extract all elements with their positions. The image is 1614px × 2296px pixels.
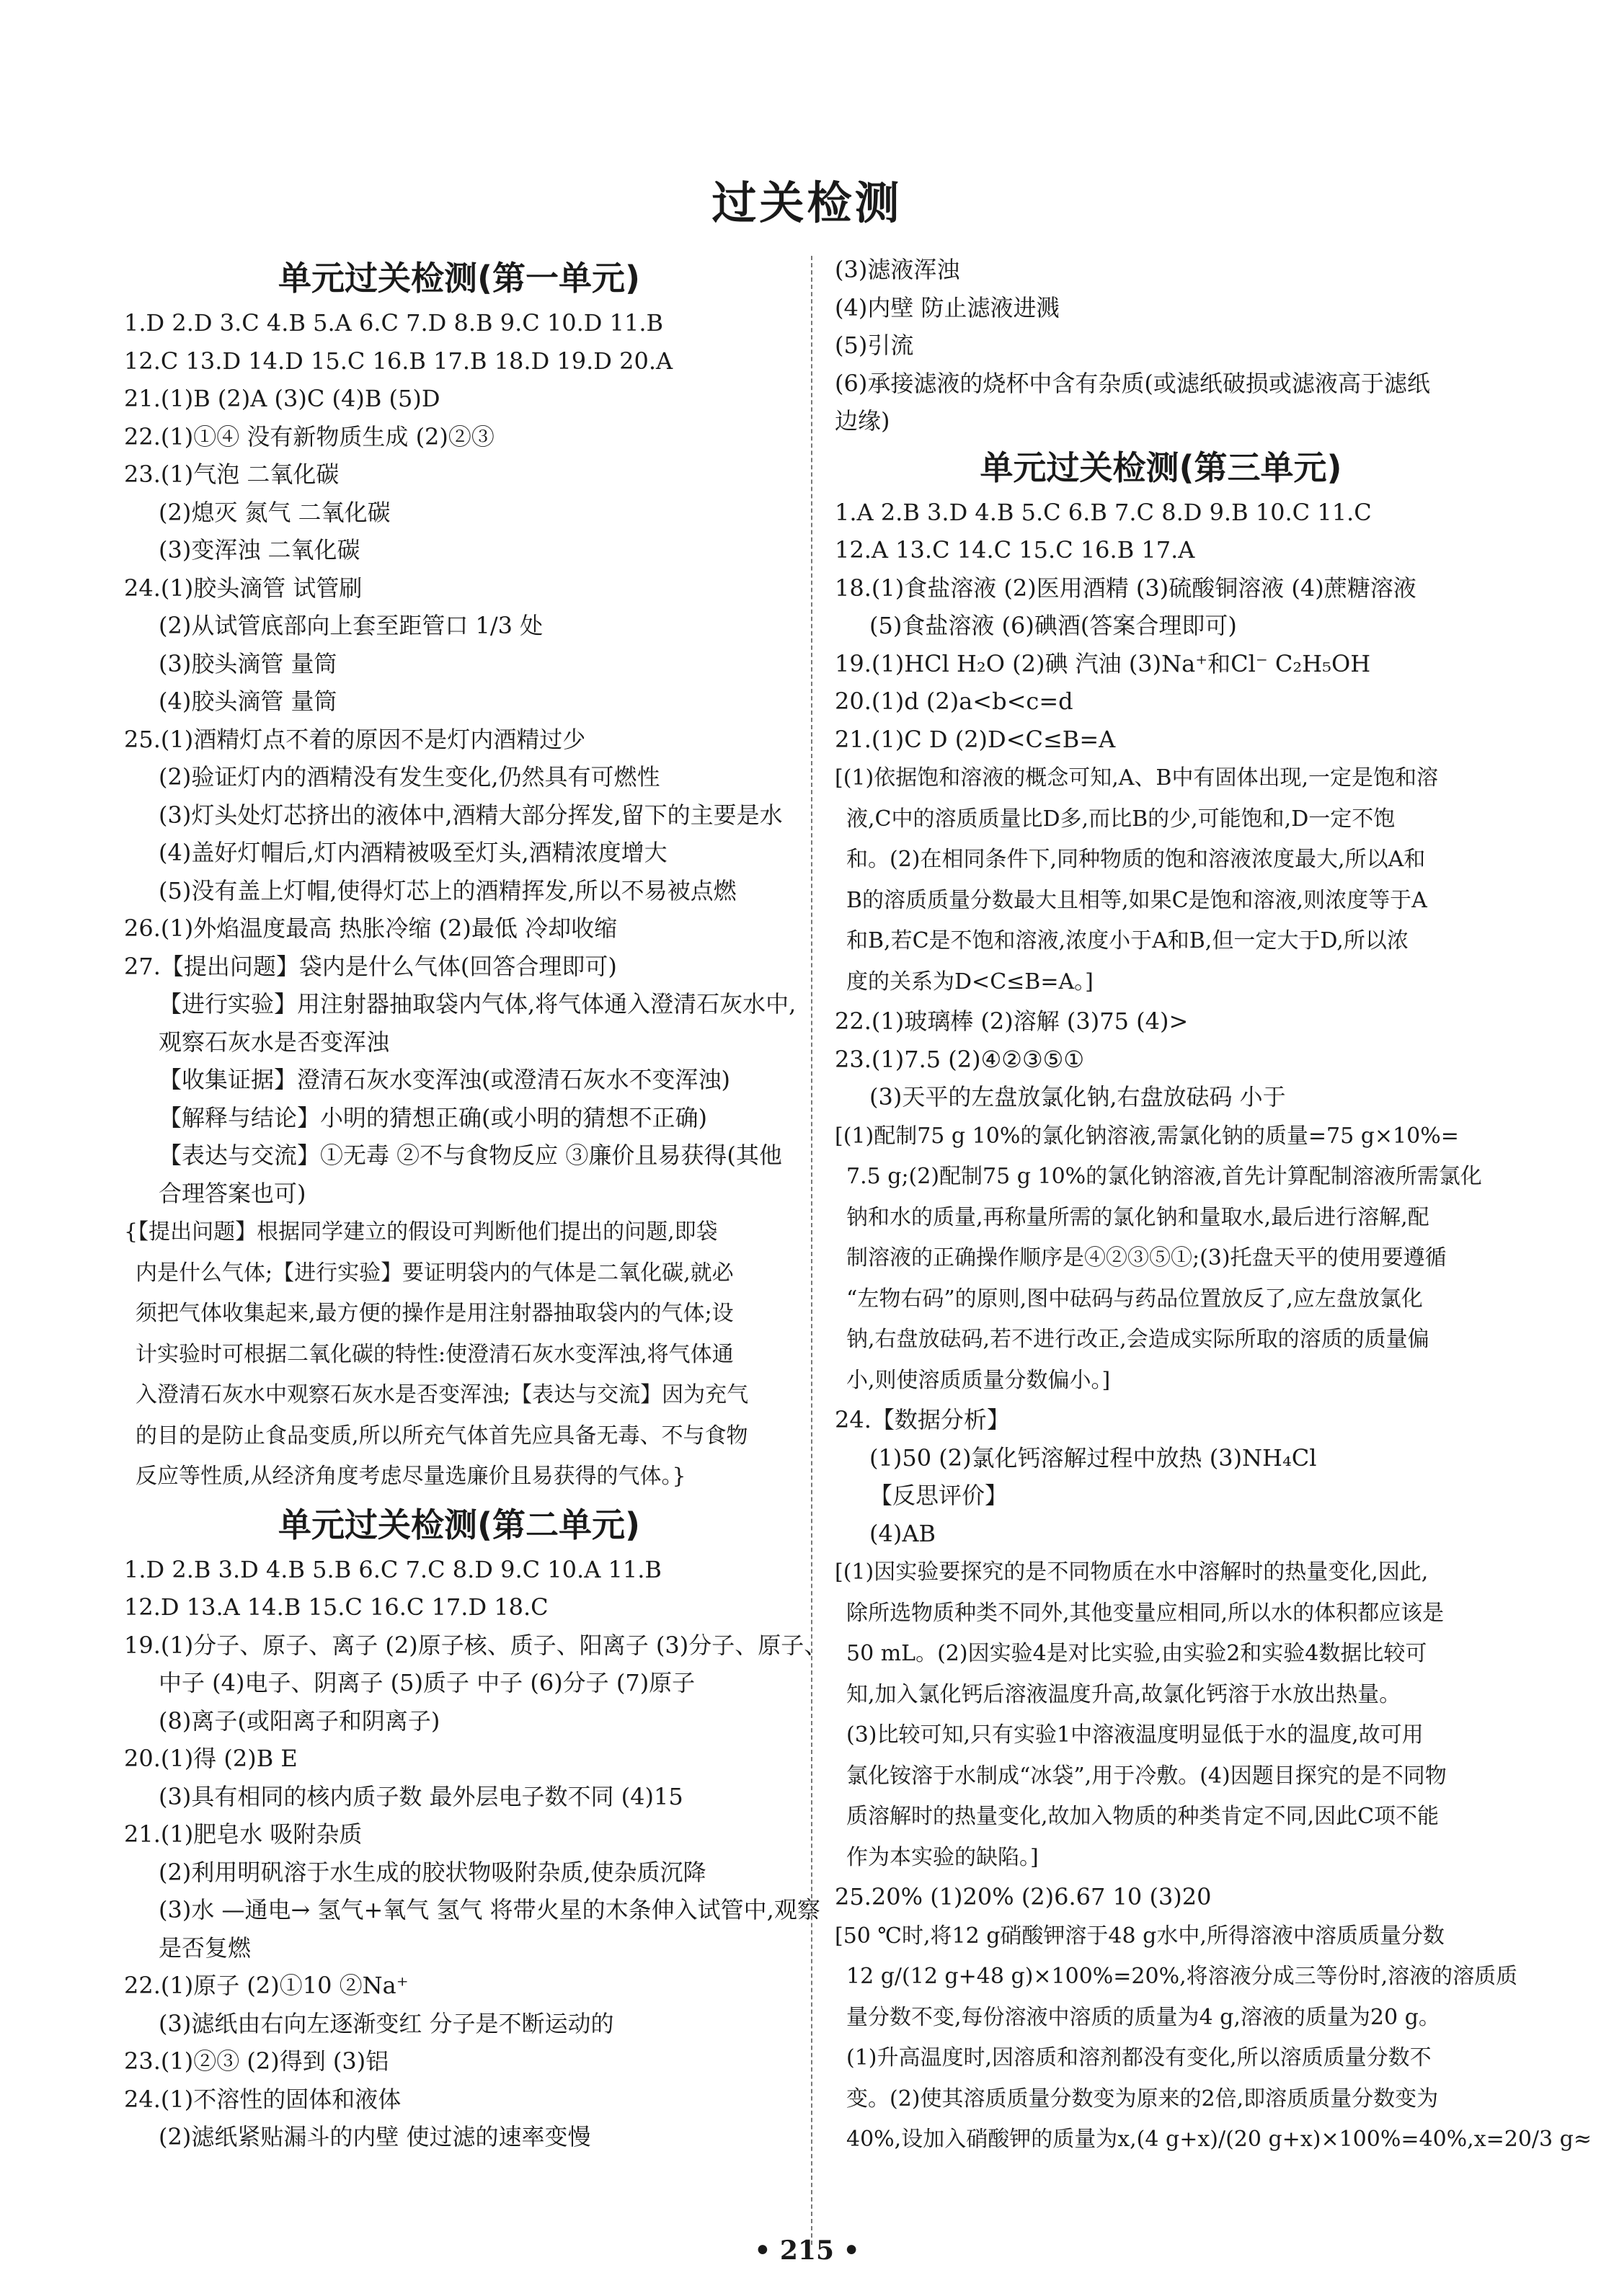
section-heading: 单元过关检测(第二单元): [278, 1505, 641, 1544]
explanation-line: 计实验时可根据二氧化碳的特性:使澄清石灰水变浑浊,将气体通: [136, 1341, 734, 1367]
answer-line: 1.D 2.B 3.D 4.B 5.B 6.C 7.C 8.D 9.C 10.A 11.B: [124, 1555, 662, 1583]
answer-line: (4)胶头滴管 量筒: [159, 688, 337, 715]
answer-line: (2)利用明矾溶于水生成的胶状物吸附杂质,使杂质沉降: [159, 1858, 706, 1886]
answer-line: 【解释与结论】小明的猜想正确(或小明的猜想不正确): [159, 1103, 707, 1131]
answer-line: 26.(1)外焰温度最高 热胀冷缩 (2)最低 冷却收缩: [124, 915, 618, 942]
explanation-line: 内是什么气体;【进行实验】要证明袋内的气体是二氧化碳,就必: [136, 1260, 734, 1286]
answer-line: 12.D 13.A 14.B 15.C 16.C 17.D 18.C: [124, 1593, 549, 1621]
explanation-line: 度的关系为D<C≤B=A。]: [846, 969, 1094, 995]
explanation-line: B的溶质质量分数最大且相等,如果C是饱和溶液,则浓度等于A: [846, 887, 1427, 913]
explanation-line: 制溶液的正确操作顺序是④②③⑤①;(3)托盘天平的使用要遵循: [846, 1245, 1447, 1271]
answer-line: 20.(1)d (2)a<b<c=d: [835, 688, 1073, 715]
answer-line: 1.A 2.B 3.D 4.B 5.C 6.B 7.C 8.D 9.B 10.C 11.C: [835, 498, 1372, 526]
explanation-line: 知,加入氯化钙后溶液温度升高,故氯化钙溶于水放出热量。: [846, 1681, 1401, 1707]
explanation-line: 小,则使溶质质量分数偏小。]: [846, 1367, 1111, 1393]
answer-line: 【表达与交流】①无毒 ②不与食物反应 ③廉价且易获得(其他: [159, 1142, 782, 1169]
explanation-line: [(1)依据饱和溶液的概念可知,A、B中有固体出现,一定是饱和溶: [835, 765, 1438, 791]
answer-line: 【反思评价】: [869, 1482, 1008, 1509]
explanation-line: 量分数不变,每份溶液中溶质的质量为4 g,溶液的质量为20 g。: [846, 2004, 1440, 2030]
answer-line: 21.(1)肥皂水 吸附杂质: [124, 1820, 363, 1848]
answer-line: 边缘): [835, 407, 890, 435]
explanation-line: 液,C中的溶质质量比D多,而比B的少,可能饱和,D一定不饱: [846, 806, 1396, 832]
explanation-line: 12 g/(12 g+48 g)×100%=20%,将溶液分成三等份时,溶液的溶质质: [846, 1964, 1518, 1989]
explanation-line: 钠,右盘放砝码,若不进行改正,会造成实际所取的溶质的质量偏: [846, 1327, 1429, 1352]
answer-line: 中子 (4)电子、阴离子 (5)质子 中子 (6)分子 (7)原子: [159, 1669, 696, 1696]
explanation-line: 作为本实验的缺陷。]: [846, 1844, 1039, 1870]
answer-line: 22.(1)原子 (2)①10 ②Na⁺: [124, 1972, 409, 1999]
answer-line: 12.C 13.D 14.D 15.C 16.B 17.B 18.D 19.D 20.A: [124, 347, 673, 375]
explanation-line: 须把气体收集起来,最方便的操作是用注射器抽取袋内的气体;设: [136, 1301, 734, 1326]
explanation-line: 钠和水的质量,再称量所需的氯化钠和量取水,最后进行溶解,配: [846, 1204, 1429, 1230]
explanation-line: 氯化铵溶于水制成“冰袋”,用于冷敷。(4)因题目探究的是不同物: [846, 1763, 1447, 1789]
answer-line: 合理答案也可): [159, 1179, 306, 1207]
answer-line: (2)从试管底部向上套至距管口 1/3 处: [159, 612, 544, 639]
answer-line: 1.D 2.D 3.C 4.B 5.A 6.C 7.D 8.B 9.C 10.D 11.B: [124, 309, 664, 337]
explanation-line: (3)比较可知,只有实验1中溶液温度明显低于水的温度,故可用: [846, 1722, 1424, 1748]
answer-line: 24.(1)胶头滴管 试管刷: [124, 574, 363, 602]
answer-line: (5)食盐溶液 (6)碘酒(答案合理即可): [869, 612, 1237, 639]
answer-line: (3)具有相同的核内质子数 最外层电子数不同 (4)15: [159, 1782, 683, 1810]
answer-line: (3)滤纸由右向左逐渐变红 分子是不断运动的: [159, 2009, 614, 2037]
right-column: [835, 251, 1592, 2161]
explanation-line: 的目的是防止食品变质,所以所充气体首先应具备无毒、不与食物: [136, 1423, 748, 1449]
answer-line: 24.(1)不溶性的固体和液体: [124, 2085, 402, 2113]
explanation-line: 和。(2)在相同条件下,同种物质的饱和溶液浓度最大,所以A和: [846, 847, 1426, 872]
section-heading: 单元过关检测(第三单元): [980, 448, 1342, 487]
answer-line: (4)盖好灯帽后,灯内酒精被吸至灯头,酒精浓度增大: [159, 839, 668, 866]
column-divider: [811, 256, 812, 2245]
answer-line: 20.(1)得 (2)B E: [124, 1745, 298, 1772]
explanation-line: [(1)因实验要探究的是不同物质在水中溶解时的热量变化,因此,: [835, 1559, 1429, 1585]
explanation-line: 入澄清石灰水中观察石灰水是否变浑浊;【表达与交流】因为充气: [136, 1382, 749, 1407]
answer-line: 【收集证据】澄清石灰水变浑浊(或澄清石灰水不变浑浊): [159, 1066, 730, 1093]
explanation-line: 7.5 g;(2)配制75 g 10%的氯化钠溶液,首先计算配制溶液所需氯化: [846, 1164, 1482, 1189]
explanation-line: {【提出问题】根据同学建立的假设可判断他们提出的问题,即袋: [124, 1219, 718, 1245]
answer-line: (1)50 (2)氯化钙溶解过程中放热 (3)NH₄Cl: [869, 1443, 1317, 1472]
answer-line: 是否复燃: [159, 1934, 252, 1962]
section-heading: 单元过关检测(第一单元): [278, 259, 641, 298]
answer-line: 23.(1)②③ (2)得到 (3)铝: [124, 2047, 389, 2075]
answer-line: (3)滤液浑浊: [835, 256, 960, 283]
explanation-line: [(1)配制75 g 10%的氯化钠溶液,需氯化钠的质量=75 g×10%=: [835, 1123, 1459, 1149]
answer-line: (3)水 —通电→ 氢气+氧气 氢气 将带火星的木条伸入试管中,观察: [159, 1896, 820, 1923]
answer-line: 【进行实验】用注射器抽取袋内气体,将气体通入澄清石灰水中,: [159, 990, 797, 1018]
answer-line: (3)变浑浊 二氧化碳: [159, 536, 360, 564]
explanation-line: (1)升高温度时,因溶质和溶剂都没有变化,所以溶质质量分数不: [846, 2045, 1432, 2070]
answer-line: 19.(1)分子、原子、离子 (2)原子核、质子、阳离子 (3)分子、原子、: [124, 1631, 828, 1659]
explanation-line: 和B,若C是不饱和溶液,浓度小于A和B,但一定大于D,所以浓: [846, 928, 1409, 953]
answer-line: 25.20% (1)20% (2)6.67 10 (3)20: [835, 1883, 1212, 1910]
answer-line: (3)灯头处灯芯挤出的液体中,酒精大部分挥发,留下的主要是水: [159, 801, 783, 829]
answer-line: 21.(1)B (2)A (3)C (4)B (5)D: [124, 385, 440, 412]
answer-line: 23.(1)气泡 二氧化碳: [124, 460, 340, 488]
answer-line: 25.(1)酒精灯点不着的原因不是灯内酒精过少: [124, 725, 586, 753]
answer-line: 12.A 13.C 14.C 15.C 16.B 17.A: [835, 536, 1195, 564]
answer-line: (2)熄灭 氮气 二氧化碳: [159, 498, 391, 526]
answer-line: (2)滤纸紧贴漏斗的内壁 使过滤的速率变慢: [159, 2123, 591, 2150]
answer-line: 19.(1)HCl H₂O (2)碘 汽油 (3)Na⁺和Cl⁻ C₂H₅OH: [835, 649, 1371, 677]
answer-line: (3)天平的左盘放氯化钠,右盘放砝码 小于: [869, 1083, 1286, 1111]
explanation-line: 反应等性质,从经济角度考虑尽量选廉价且易获得的气体。}: [136, 1464, 686, 1489]
answer-line: 23.(1)7.5 (2)④②③⑤①: [835, 1045, 1085, 1073]
answer-line: (3)胶头滴管 量筒: [159, 649, 337, 677]
answer-line: (6)承接滤液的烧杯中含有杂质(或滤纸破损或滤液高于滤纸: [835, 369, 1430, 397]
explanation-line: 50 mL。(2)因实验4是对比实验,由实验2和实验4数据比较可: [846, 1641, 1427, 1666]
explanation-line: 除所选物质种类不同外,其他变量应相同,所以水的体积都应该是: [846, 1600, 1445, 1626]
answer-line: (2)验证灯内的酒精没有发生变化,仍然具有可燃性: [159, 763, 660, 791]
answer-line: (4)AB: [869, 1519, 936, 1547]
page-title: 过关检测: [711, 177, 903, 229]
page-number: • 215 •: [754, 2235, 860, 2266]
explanation-line: [50 ℃时,将12 g硝酸钾溶于48 g水中,所得溶液中溶质质量分数: [835, 1923, 1445, 1949]
explanation-line: 40%,设加入硝酸钾的质量为x,(4 g+x)/(20 g+x)×100%=40%,x=20/3 g≈: [846, 2127, 1592, 2152]
left-column: [124, 251, 828, 2156]
answer-line: 27.【提出问题】袋内是什么气体(回答合理即可): [124, 952, 617, 980]
answer-line: (5)引流: [835, 332, 914, 359]
answer-line: 24.【数据分析】: [835, 1406, 1010, 1433]
explanation-line: 变。(2)使其溶质质量分数变为原来的2倍,即溶质质量分数变为: [846, 2086, 1439, 2112]
answer-line: (4)内壁 防止滤液进溅: [835, 293, 1060, 321]
explanation-line: 质溶解时的热量变化,故加入物质的种类肯定不同,因此C项不能: [846, 1804, 1440, 1829]
answer-line: (8)离子(或阳离子和阴离子): [159, 1707, 440, 1735]
answer-line: 22.(1)玻璃棒 (2)溶解 (3)75 (4)>: [835, 1007, 1189, 1035]
explanation-line: “左物右码”的原则,图中砝码与药品位置放反了,应左盘放氯化: [846, 1286, 1423, 1312]
answer-line: 18.(1)食盐溶液 (2)医用酒精 (3)硫酸铜溶液 (4)蔗糖溶液: [835, 574, 1416, 602]
answer-line: (5)没有盖上灯帽,使得灯芯上的酒精挥发,所以不易被点燃: [159, 876, 737, 904]
answer-line: 22.(1)①④ 没有新物质生成 (2)②③: [124, 422, 495, 450]
answer-line: 观察石灰水是否变浑浊: [159, 1028, 390, 1056]
answer-line: 21.(1)C D (2)D<C≤B=A: [835, 725, 1116, 753]
